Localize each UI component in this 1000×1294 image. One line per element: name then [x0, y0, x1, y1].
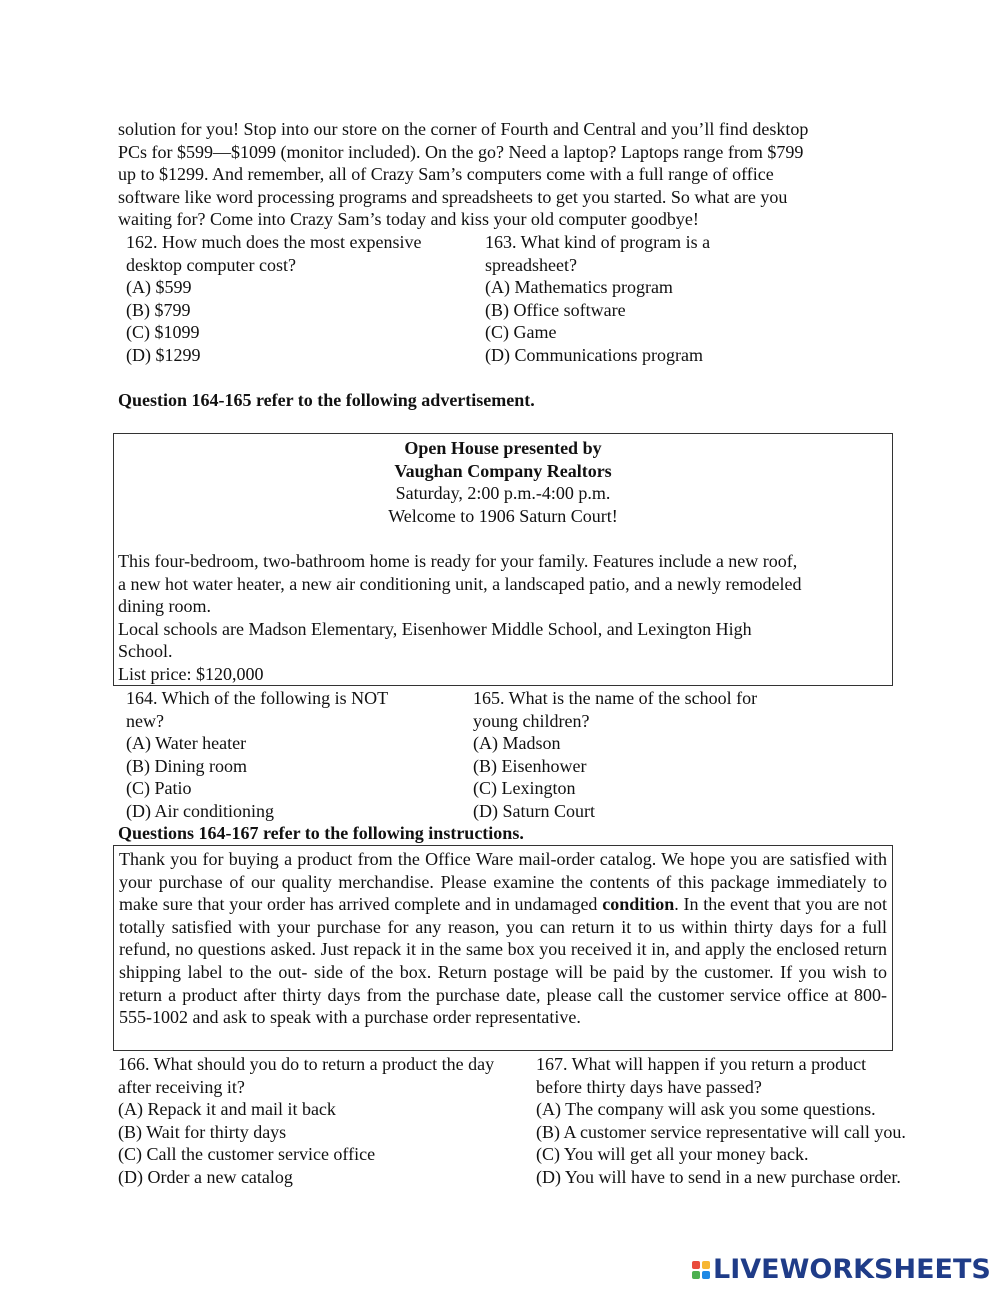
answer-option[interactable]: (B) $799	[126, 299, 191, 320]
ad-welcome: Welcome to 1906 Saturn Court!	[388, 505, 618, 526]
ad-body-line: a new hot water heater, a new air conditioning unit, a landscaped patio, and a newly remodeled	[118, 573, 802, 594]
answer-option[interactable]: (D) Saturn Court	[473, 800, 595, 821]
ad-time: Saturday, 2:00 p.m.-4:00 p.m.	[395, 483, 611, 504]
instructions-text: Thank you for buying a product from the Office Ware mail-order catalog. We hope you are satisfied with your purchase of our quality merchandise. Please examine the contents of this package immediately to make sure that your order has arrived complete and in undamaged	[119, 849, 887, 915]
intro-paragraph	[118, 118, 878, 231]
intro-line: waiting for? Come into Crazy Sam’s today and kiss your old computer goodbye!	[118, 209, 699, 230]
answer-option[interactable]: (A) Madson	[473, 733, 561, 754]
answer-option[interactable]: (B) Dining room	[126, 755, 247, 776]
instructions-keyword: condition	[602, 894, 675, 915]
question-text: spreadsheet?	[485, 254, 577, 275]
logo-block	[692, 1261, 700, 1269]
ad-company: Vaughan Company Realtors	[394, 460, 612, 481]
answer-option[interactable]: (D) Order a new catalog	[118, 1166, 293, 1187]
question-164	[126, 687, 486, 823]
section-heading: Questions 164-167 refer to the following instructions.	[118, 823, 524, 843]
question-text: 164. Which of the following is NOT	[126, 688, 389, 708]
ad-title: Open House presented by	[404, 438, 602, 458]
answer-option[interactable]: (D) You will have to send in a new purchase order.	[536, 1166, 901, 1187]
answer-option[interactable]: (D) Air conditioning	[126, 800, 274, 821]
instructions-box	[113, 845, 893, 1051]
answer-option[interactable]: (C) You will get all your money back.	[536, 1144, 809, 1165]
answer-option[interactable]: (D) Communications program	[485, 344, 703, 365]
answer-option[interactable]: (A) The company will ask you some questions.	[536, 1099, 876, 1120]
section-heading: Question 164-165 refer to the following advertisement.	[118, 390, 535, 410]
question-163	[485, 231, 845, 367]
question-text: young children?	[473, 710, 590, 731]
ad-body-line: dining room.	[118, 596, 211, 617]
question-162	[126, 231, 486, 367]
answer-option[interactable]: (A) Water heater	[126, 733, 247, 754]
question-text: 165. What is the name of the school for	[473, 688, 758, 708]
answer-option[interactable]: (C) $1099	[126, 322, 200, 343]
question-text: 166. What should you do to return a product the day	[118, 1054, 495, 1074]
instructions-text: . In the event that you are not totally satisfied with your purchase for any reason, you can return it to us within thirty days for a full refund, no questions asked. Just repack it in the same box you received it in, and apply the enclosed return shipping label to the out- side of the box. Return postage will be paid by the customer. If you wish to return a product after thirty days from the purchase date, please call the customer service office at 800-555-1002 and ask to speak with a purchase order representative.	[119, 894, 887, 1028]
intro-line: PCs for $599—$1099 (monitor included). On the go? Need a laptop? Laptops range from $799	[118, 141, 804, 162]
answer-option[interactable]: (B) Office software	[485, 299, 626, 320]
intro-line: software like word processing programs and spreadsheets to get you started. So what are you	[118, 186, 788, 207]
ad-body-line: Local schools are Madson Elementary, Eisenhower Middle School, and Lexington High	[118, 618, 752, 639]
answer-option[interactable]: (B) Eisenhower	[473, 755, 587, 776]
ad-list-price: List price: $120,000	[118, 663, 264, 684]
logo-blocks-icon	[692, 1261, 710, 1279]
logo-block	[702, 1261, 710, 1269]
answer-option[interactable]: (A) $599	[126, 277, 192, 298]
question-text: desktop computer cost?	[126, 254, 296, 275]
logo-block	[702, 1271, 710, 1279]
logo-text: LIVEWORKSHEETS	[713, 1254, 991, 1285]
advertisement-box	[113, 433, 893, 686]
answer-option[interactable]: (C) Patio	[126, 778, 192, 799]
question-165	[473, 687, 833, 823]
question-166	[118, 1053, 538, 1189]
question-text: new?	[126, 710, 164, 731]
question-text: 162. How much does the most expensive	[126, 232, 422, 252]
liveworksheets-logo[interactable]	[692, 1255, 991, 1285]
answer-option[interactable]: (B) A customer service representative will call you.	[536, 1121, 906, 1142]
question-text: 163. What kind of program is a	[485, 232, 711, 252]
intro-line: solution for you! Stop into our store on the corner of Fourth and Central and you’ll find desktop	[118, 119, 809, 139]
answer-option[interactable]: (C) Game	[485, 322, 557, 343]
answer-option[interactable]: (D) $1299	[126, 344, 201, 365]
answer-option[interactable]: (C) Lexington	[473, 778, 576, 799]
logo-block	[692, 1271, 700, 1279]
intro-line: up to $1299. And remember, all of Crazy Sam’s computers come with a full range of office	[118, 164, 774, 185]
question-167	[536, 1053, 956, 1189]
question-text: 167. What will happen if you return a product	[536, 1054, 867, 1074]
answer-option[interactable]: (A) Repack it and mail it back	[118, 1099, 336, 1120]
answer-option[interactable]: (C) Call the customer service office	[118, 1144, 376, 1165]
ad-body-line: School.	[118, 641, 173, 662]
ad-body-line: This four-bedroom, two-bathroom home is ready for your family. Features include a new roof,	[118, 550, 798, 571]
question-text: after receiving it?	[118, 1076, 245, 1097]
question-text: before thirty days have passed?	[536, 1076, 762, 1097]
answer-option[interactable]: (B) Wait for thirty days	[118, 1121, 287, 1142]
answer-option[interactable]: (A) Mathematics program	[485, 277, 673, 298]
